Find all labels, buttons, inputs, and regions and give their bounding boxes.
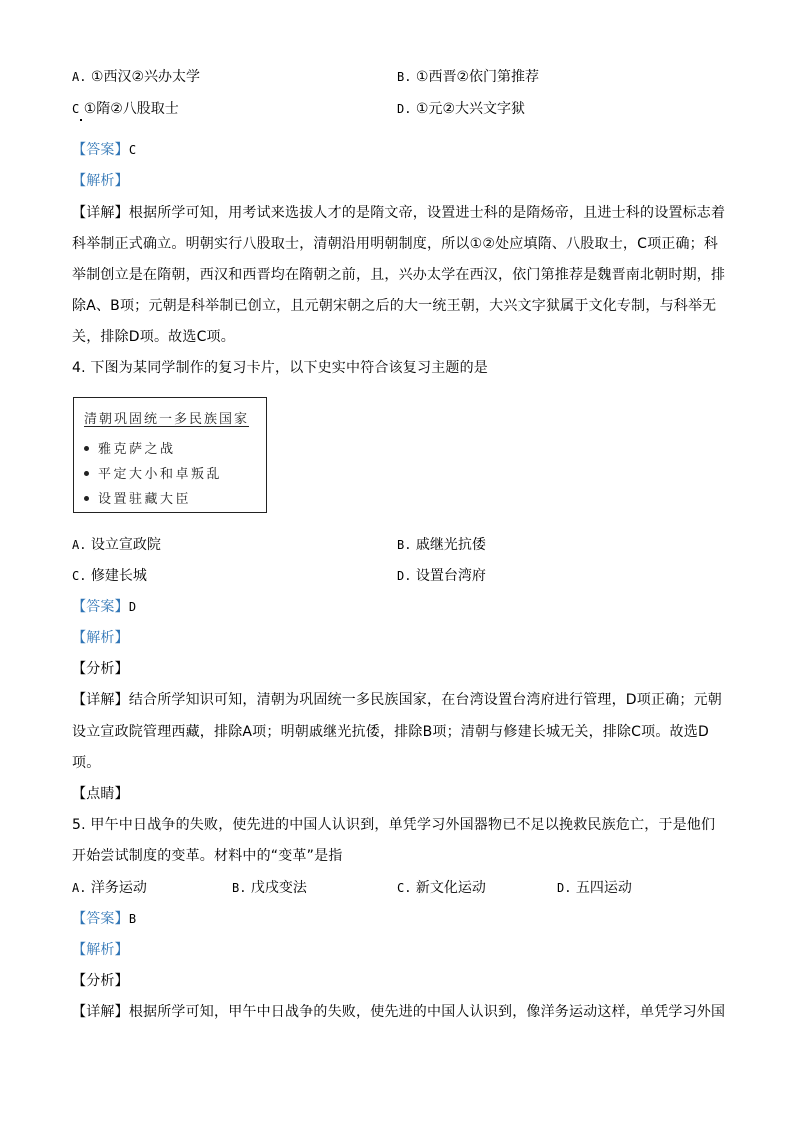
detail-label: 【详解】 xyxy=(72,692,129,708)
card-item-text: 雅克萨之战 xyxy=(98,442,176,457)
q3-detail-line-1 xyxy=(72,203,725,223)
q4-option-c xyxy=(72,566,147,586)
option-letter: A. xyxy=(72,538,87,552)
option-letter: C. xyxy=(397,881,412,895)
detail-label: 【详解】 xyxy=(72,205,129,221)
answer-label: 【答案】 xyxy=(72,142,129,158)
card-item xyxy=(84,438,176,457)
detail-text: 根据所学可知，用考试来选拔人才的是隋文帝，设置进士科的是隋炀帝，且进士科的设置标志着 xyxy=(128,205,726,221)
detail-text: 根据所学可知，甲午中日战争的失败，使先进的中国人认识到，像洋务运动这样，单凭学习外国 xyxy=(128,1004,726,1020)
q5-option-b xyxy=(232,878,307,898)
q5-option-a xyxy=(72,878,147,898)
q3-option-d xyxy=(397,99,525,119)
q3-option-c xyxy=(72,99,179,119)
option-letter: C. xyxy=(72,569,87,583)
q4-detail-line-2: 设立宣政院管理西藏，排除A项；明朝戚继光抗倭，排除B项；清朝与修建长城无关，排除C项。故选D xyxy=(72,724,709,740)
q4-option-d xyxy=(397,566,486,586)
card-item xyxy=(84,463,222,482)
option-text: 戚继光抗倭 xyxy=(415,537,486,553)
review-card xyxy=(73,397,267,513)
option-text: 设置台湾府 xyxy=(415,568,486,584)
option-text: 设立宣政院 xyxy=(90,537,161,553)
detail-label: 【详解】 xyxy=(72,1004,129,1020)
q5-fenxi-label: 【分析】 xyxy=(72,973,129,989)
option-text: ①隋②八股取士 xyxy=(83,101,179,117)
q4-stem: 4. 下图为某同学制作的复习卡片，以下史实中符合该复习主题的是 xyxy=(72,360,489,376)
detail-text: 结合所学知识可知，清朝为巩固统一多民族国家，在台湾设置台湾府进行管理，D项正确；元朝 xyxy=(128,692,722,708)
answer-label: 【答案】 xyxy=(72,599,129,615)
option-letter: B. xyxy=(232,881,247,895)
q3-analysis-label: 【解析】 xyxy=(72,173,129,189)
card-item-text: 平定大小和卓叛乱 xyxy=(98,467,223,482)
option-letter: B. xyxy=(397,70,412,84)
option-letter: D. xyxy=(397,569,412,583)
option-text: 五四运动 xyxy=(575,880,632,896)
option-text: 修建长城 xyxy=(90,568,147,584)
q3-detail-line-2: 科举制正式确立。明朝实行八股取士，清朝沿用明朝制度，所以①②处应填隋、八股取士，C项正确；科 xyxy=(72,236,719,252)
option-letter: B. xyxy=(397,538,412,552)
q4-option-b xyxy=(397,535,486,555)
answer-value: D xyxy=(128,600,137,614)
q5-analysis-label: 【解析】 xyxy=(72,942,129,958)
bullet-icon xyxy=(84,496,89,501)
q4-fenxi-label: 【分析】 xyxy=(72,661,129,677)
card-item xyxy=(84,488,191,507)
option-text: 洋务运动 xyxy=(90,880,147,896)
option-text: 新文化运动 xyxy=(415,880,486,896)
q3-detail-line-4: 除A、B项；元朝是科举制已创立，且元朝宋朝之后的大一统王朝，大兴文字狱属于文化专制，与科举无 xyxy=(72,298,717,314)
stray-dot xyxy=(80,119,82,121)
q4-option-a xyxy=(72,535,161,555)
option-letter: A. xyxy=(72,70,87,84)
q4-detail-line-3: 项。 xyxy=(72,755,101,771)
option-text: ①西汉②兴办太学 xyxy=(90,69,201,85)
answer-value: C xyxy=(128,143,137,157)
option-text: ①西晋②依门第推荐 xyxy=(415,69,540,85)
option-letter: A. xyxy=(72,881,87,895)
q4-dianjing-label: 【点睛】 xyxy=(72,786,129,802)
q5-answer xyxy=(72,909,136,929)
option-letter: C xyxy=(72,102,80,116)
bullet-icon xyxy=(84,446,89,451)
q3-option-a xyxy=(72,67,200,87)
option-letter: D. xyxy=(397,102,412,116)
q5-option-d xyxy=(557,878,632,898)
q5-detail-line-1 xyxy=(72,1002,725,1022)
q4-detail-line-1 xyxy=(72,690,722,710)
q3-detail-line-3: 举制创立是在隋朝，西汉和西晋均在隋朝之前，且，兴办太学在西汉，依门第推荐是魏晋南北朝时期，排 xyxy=(72,267,726,283)
q4-answer xyxy=(72,597,136,617)
q4-analysis-label: 【解析】 xyxy=(72,630,129,646)
q5-stem-line-2: 开始尝试制度的变革。材料中的“变革”是指 xyxy=(72,848,343,864)
q5-option-c xyxy=(397,878,486,898)
q5-stem-line-1: 5. 甲午中日战争的失败，使先进的中国人认识到，单凭学习外国器物已不足以挽救民族危亡，于是他们 xyxy=(72,817,716,833)
q3-answer xyxy=(72,140,136,160)
card-title: 清朝巩固统一多民族国家 xyxy=(84,412,250,427)
bullet-icon xyxy=(84,471,89,476)
option-letter: D. xyxy=(557,881,572,895)
option-text: 戊戌变法 xyxy=(250,880,307,896)
answer-value: B xyxy=(128,912,137,926)
answer-label: 【答案】 xyxy=(72,911,129,927)
q3-detail-line-5: 关，排除D项。故选C项。 xyxy=(72,329,235,345)
option-text: ①元②大兴文字狱 xyxy=(415,101,526,117)
card-item-text: 设置驻藏大臣 xyxy=(98,492,192,507)
q3-option-b xyxy=(397,67,539,87)
